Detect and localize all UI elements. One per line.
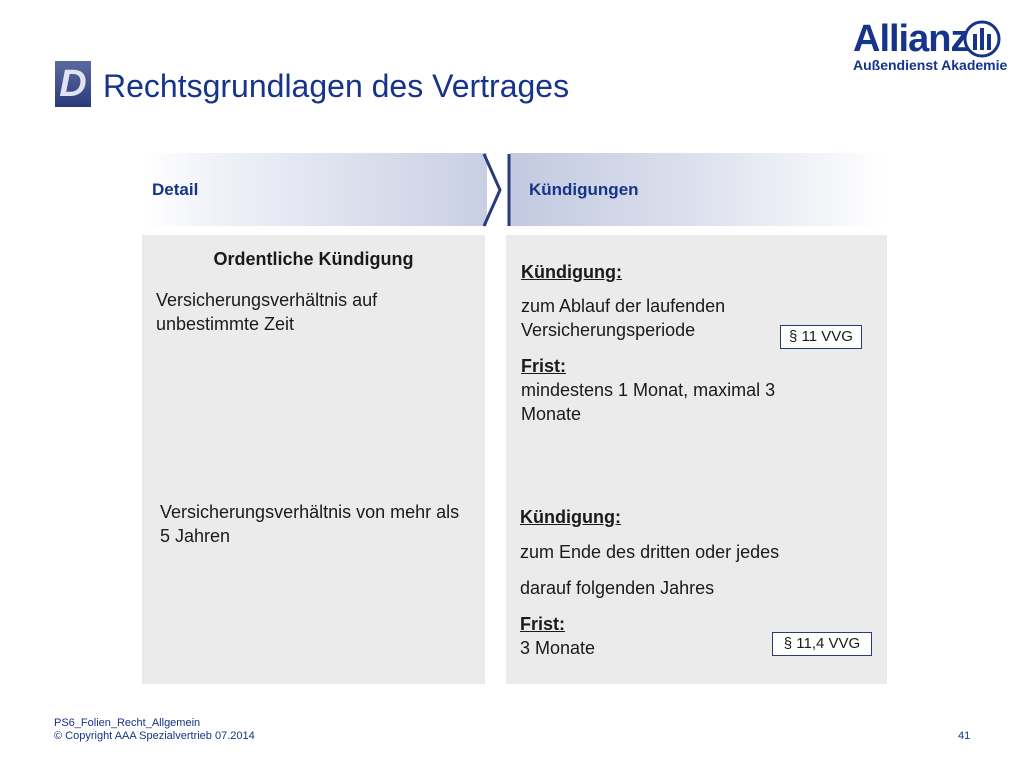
logo-subtitle: Außendienst Akademie [853,57,1008,73]
frist-label-2: Frist: [520,614,565,634]
frist-text-2: 3 Monate [520,638,596,658]
frist-text-1: mindestens 1 Monat, maximal 3 Monate [521,380,776,424]
reference-badge-1: § 11 VVG [780,325,862,349]
slide-title: Rechtsgrundlagen des Vertrages [103,68,570,104]
kuendigung-text-2b: darauf folgenden Jahres [520,578,715,598]
reference-badge-2: § 11,4 VVG [772,632,872,656]
ordentliche-kuendigung-heading: Ordentliche Kündigung [213,249,414,269]
kuendigung-label-1: Kündigung: [521,262,622,282]
case-mehr-als-5-jahre: Versicherungsverhältnis von mehr als 5 Jahren [160,502,460,546]
chevron-right-icon [480,152,514,228]
section-badge: D [55,61,91,107]
frist-label-1: Frist: [521,356,566,376]
logo-name: Allianz [853,18,969,60]
kuendigung-label-2: Kündigung: [520,507,621,527]
footer-document-name: PS6_Folien_Recht_Allgemein [54,717,201,729]
tab-kuendigungen[interactable]: Kündigungen [529,180,639,199]
kuendigung-text-1: zum Ablauf der laufenden Versicherungsperiode [521,296,726,340]
kuendigung-text-2a: zum Ende des dritten oder jedes [520,542,780,562]
footer-copyright: © Copyright AAA Spezialvertrieb 07.2014 [54,730,255,742]
page-number: 41 [958,730,971,742]
case-unbestimmte-zeit: Versicherungsverhältnis auf unbestimmte Zeit [156,290,378,334]
allianz-logo-icon [963,20,1001,58]
tab-detail[interactable]: Detail [152,180,199,199]
